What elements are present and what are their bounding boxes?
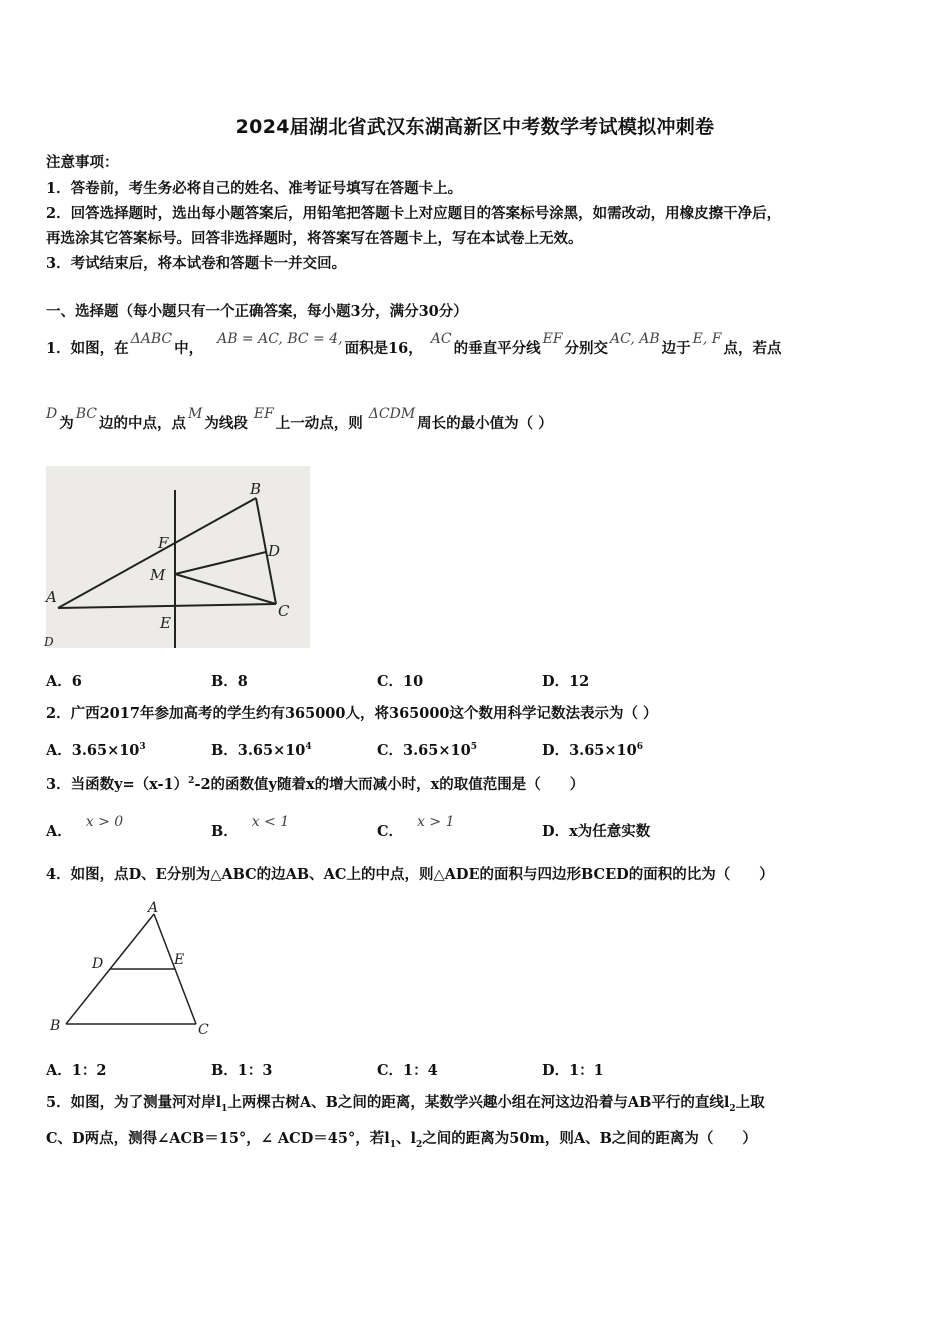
q1-text: 周长的最小值为（ ） <box>417 415 553 432</box>
q3-option-label: A． <box>46 823 72 840</box>
point-label-d: D <box>92 956 104 972</box>
q1-math: M <box>188 406 203 422</box>
vertex-label-b: B <box>50 1018 61 1034</box>
q1-math: ΔCDM <box>368 406 416 422</box>
q1-math: ΔABC <box>130 331 173 347</box>
q1-text: 为 <box>59 415 74 432</box>
notice-heading: 注意事项： <box>46 154 119 171</box>
q4-option-d[interactable]: D．1：1 <box>542 1062 604 1079</box>
q3-option-label: C． <box>377 823 404 840</box>
q4-option-b[interactable]: B．1：3 <box>211 1062 273 1079</box>
point-label-m: M <box>150 566 166 584</box>
q1-math: AC <box>430 331 452 347</box>
q3-option-a[interactable] <box>46 814 124 841</box>
question-5-line-2 <box>46 1130 757 1154</box>
vertex-label-a: A <box>148 900 159 916</box>
question-4-stem: 4．如图，点D、E分别为△ABC的边AB、AC上的中点，则△ADE的面积与四边形BCED的面积的比为（ ） <box>46 866 774 883</box>
q2-option-exponent: 4 <box>305 742 312 753</box>
q3-option-label: B． <box>211 823 238 840</box>
q2-option-exponent: 5 <box>470 742 477 753</box>
question-1-line-2 <box>46 406 553 433</box>
vertex-label-a: A <box>46 588 57 606</box>
q1-math: EF <box>253 406 274 422</box>
q2-option-label: A．3.65×10 <box>46 742 140 759</box>
q1-figure <box>46 466 310 648</box>
q5-text: 上取 <box>735 1094 765 1111</box>
q1-option-a[interactable]: A．6 <box>46 673 82 690</box>
vertex-label-b: B <box>250 480 262 498</box>
section-heading: 一、选择题（每小题只有一个正确答案，每小题3分，满分30分） <box>46 303 468 320</box>
q2-option-label: B．3.65×10 <box>211 742 306 759</box>
corner-label: D <box>44 635 54 649</box>
q4-option-c[interactable]: C．1：4 <box>377 1062 438 1079</box>
question-2-stem: 2．广西2017年参加高考的学生约有365000人，将365000这个数用科学记数法表示为（ ） <box>46 705 658 722</box>
q5-text: 5．如图，为了测量河对岸l <box>46 1094 222 1111</box>
point-label-d: D <box>268 542 281 560</box>
q1-math: EF <box>542 331 563 347</box>
notice-item: 2．回答选择题时，选出每小题答案后，用铅笔把答题卡上对应题目的答案标号涂黑，如需改动，用橡皮擦干净后， <box>46 205 782 222</box>
q3-option-d[interactable] <box>542 820 650 841</box>
q1-text: 分别交 <box>564 340 609 357</box>
q1-math: AC, AB <box>610 331 660 347</box>
q2-option-a[interactable] <box>46 739 146 760</box>
q1-text: 1．如图，在 <box>46 340 129 357</box>
q2-option-exponent: 6 <box>636 742 643 753</box>
vertex-label-c: C <box>198 1022 209 1038</box>
q2-option-b[interactable] <box>211 739 312 760</box>
q3-option-b[interactable] <box>211 814 290 841</box>
q1-text: 面积是16， <box>344 340 423 357</box>
point-label-f: F <box>158 534 169 552</box>
q1-text: 边于 <box>661 340 691 357</box>
page-title: 2024届湖北省武汉东湖高新区中考数学考试模拟冲刺卷 <box>235 116 715 138</box>
q3-text: -2的函数值y随着x的增大而减小时，x的取值范围是（ ） <box>194 775 585 793</box>
q5-text: 上两棵古树A、B之间的距离，某数学兴趣小组在河这边沿着与AB平行的直线l <box>227 1094 730 1111</box>
q3-option-c[interactable] <box>377 814 455 841</box>
q1-text: 中， <box>174 340 204 357</box>
notice-item: 1．答卷前，考生务必将自己的姓名、准考证号填写在答题卡上。 <box>46 180 463 197</box>
question-3-stem <box>46 772 584 794</box>
q1-text: 上一动点，则 <box>275 415 363 432</box>
question-1-line-1 <box>46 331 782 358</box>
q1-text: 边的中点，点 <box>99 415 186 432</box>
q5-subscript: 1 <box>221 1103 228 1114</box>
q3-option-math: x > 1 <box>417 814 455 830</box>
q3-option-math: x < 1 <box>251 814 290 830</box>
q5-text: C、D两点，测得∠ACB＝15°，∠ ACD＝45°，若l <box>46 1130 390 1147</box>
q1-option-b[interactable]: B．8 <box>211 673 248 690</box>
q5-subscript: 2 <box>416 1139 423 1150</box>
q5-subscript: 1 <box>389 1139 397 1150</box>
notice-item: 再选涂其它答案标号。回答非选择题时，将答案写在答题卡上，写在本试卷上无效。 <box>46 230 583 247</box>
q2-option-exponent: 3 <box>139 742 146 753</box>
q4-option-a[interactable]: A．1：2 <box>46 1062 107 1079</box>
q3-option-math: x > 0 <box>85 814 124 830</box>
q1-text: 点，若点 <box>723 340 782 357</box>
q2-option-label: D．3.65×10 <box>542 742 637 759</box>
q1-text: 为线段 <box>204 415 248 432</box>
point-label-e: E <box>160 614 171 632</box>
q2-option-d[interactable] <box>542 739 643 760</box>
q1-option-c[interactable]: C．10 <box>377 673 424 690</box>
question-5-line-1 <box>46 1094 765 1118</box>
q2-option-label: C．3.65×10 <box>377 742 471 759</box>
point-label-e: E <box>174 952 185 968</box>
q3-exponent: 2 <box>188 776 195 786</box>
q1-math: AB = AC, BC = 4, <box>217 331 343 347</box>
q1-math: E, F <box>692 331 722 347</box>
q3-text: 3．当函数y=（x-1） <box>46 775 189 793</box>
q3-option-label: D．x为任意实数 <box>542 823 651 840</box>
notice-item: 3．考试结束后，将本试卷和答题卡一并交回。 <box>46 255 347 272</box>
q1-math: BC <box>75 406 97 422</box>
q4-figure <box>46 900 218 1040</box>
q5-text: 、l <box>396 1130 417 1147</box>
q1-math: D <box>46 406 58 422</box>
vertex-label-c: C <box>278 602 290 620</box>
q1-option-d[interactable]: D．12 <box>542 673 590 690</box>
q5-text: 之间的距离为50m，则A、B之间的距离为（ ） <box>422 1130 757 1147</box>
q5-subscript: 2 <box>729 1103 736 1114</box>
q2-option-c[interactable] <box>377 739 477 760</box>
q1-text: 的垂直平分线 <box>453 340 541 357</box>
